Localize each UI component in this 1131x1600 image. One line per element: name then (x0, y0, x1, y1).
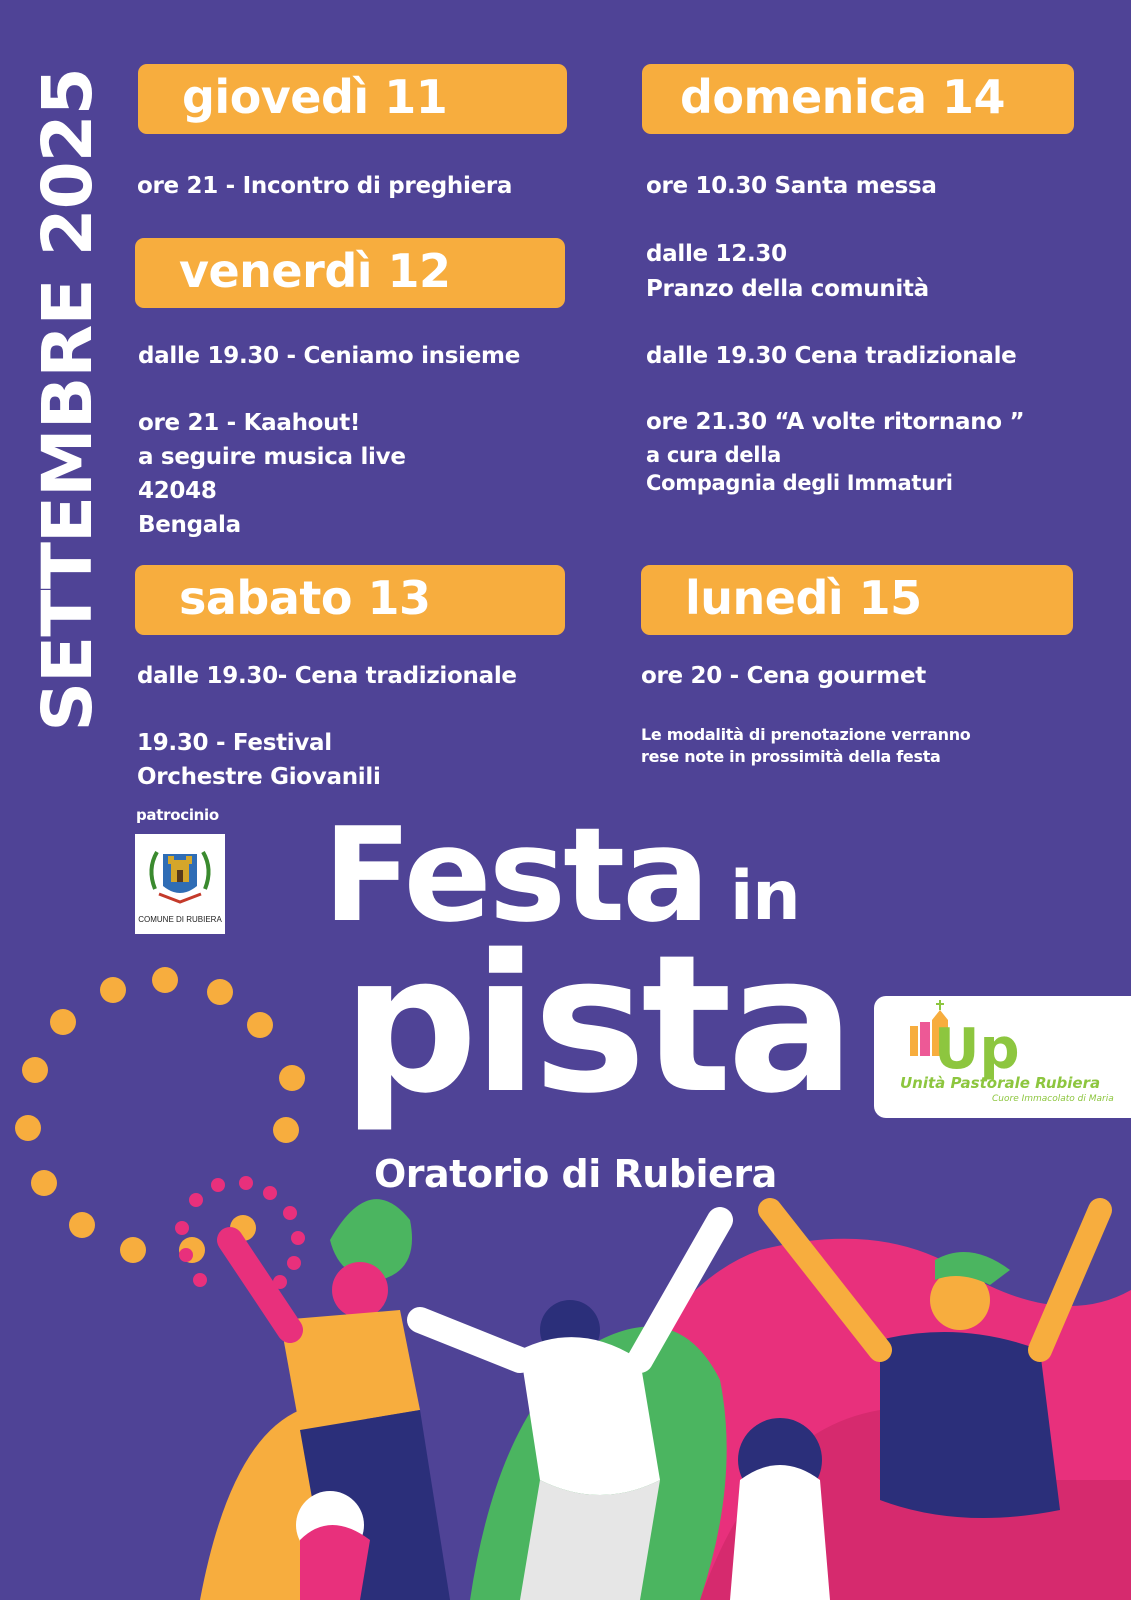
event-venerdi-5: Bengala (138, 512, 241, 538)
event-domenica-1: ore 10.30 Santa messa (646, 173, 937, 199)
event-lunedi-note-2: rese note in prossimità della festa (641, 747, 941, 766)
dancers-illustration (0, 1180, 1131, 1600)
day-header-sabato: sabato 13 (135, 565, 565, 635)
event-domenica-2: dalle 12.30 (646, 241, 787, 267)
subtitle: Oratorio di Rubiera (374, 1152, 777, 1196)
in-word: in (730, 857, 800, 936)
day-header-domenica: domenica 14 (642, 64, 1074, 134)
festa-title: Festa (323, 799, 707, 951)
event-domenica-7: Compagnia degli Immaturi (646, 471, 953, 495)
svg-text:Unità Pastorale Rubiera: Unità Pastorale Rubiera (900, 1074, 1101, 1092)
event-venerdi-4: 42048 (138, 478, 217, 504)
day-header-venerdi: venerdì 12 (135, 238, 565, 308)
event-domenica-3: Pranzo della comunità (646, 276, 929, 302)
event-venerdi-2: ore 21 - Kaahout! (138, 410, 361, 436)
side-date-title: SETTEMBRE 2025 (28, 68, 108, 732)
svg-text:Up: Up (934, 1017, 1020, 1082)
event-domenica-6: a cura della (646, 443, 781, 467)
day-header-giovedi: giovedì 11 (138, 64, 567, 134)
event-sabato-2: 19.30 - Festival (137, 730, 332, 756)
svg-text:COMUNE DI RUBIERA: COMUNE DI RUBIERA (138, 915, 222, 924)
comune-logo (135, 834, 225, 934)
coat-of-arms-icon (135, 834, 225, 934)
unita-pastorale-logo (874, 996, 1131, 1118)
pista-title: pista (342, 914, 851, 1135)
day-header-lunedi: lunedì 15 (641, 565, 1073, 635)
patrocinio-label: patrocinio (136, 806, 219, 824)
church-logo-icon (874, 996, 1131, 1118)
event-domenica-4: dalle 19.30 Cena tradizionale (646, 343, 1017, 369)
event-domenica-5: ore 21.30 “A volte ritornano ” (646, 409, 1025, 435)
event-giovedi-1: ore 21 - Incontro di preghiera (137, 173, 513, 199)
event-sabato-3: Orchestre Giovanili (137, 764, 381, 790)
event-venerdi-1: dalle 19.30 - Ceniamo insieme (138, 343, 520, 369)
svg-text:Cuore Immacolato di Maria: Cuore Immacolato di Maria (992, 1094, 1114, 1104)
event-sabato-1: dalle 19.30- Cena tradizionale (137, 663, 517, 689)
event-venerdi-3: a seguire musica live (138, 444, 406, 470)
event-lunedi-note-1: Le modalità di prenotazione verranno (641, 725, 971, 744)
event-lunedi-1: ore 20 - Cena gourmet (641, 663, 926, 689)
